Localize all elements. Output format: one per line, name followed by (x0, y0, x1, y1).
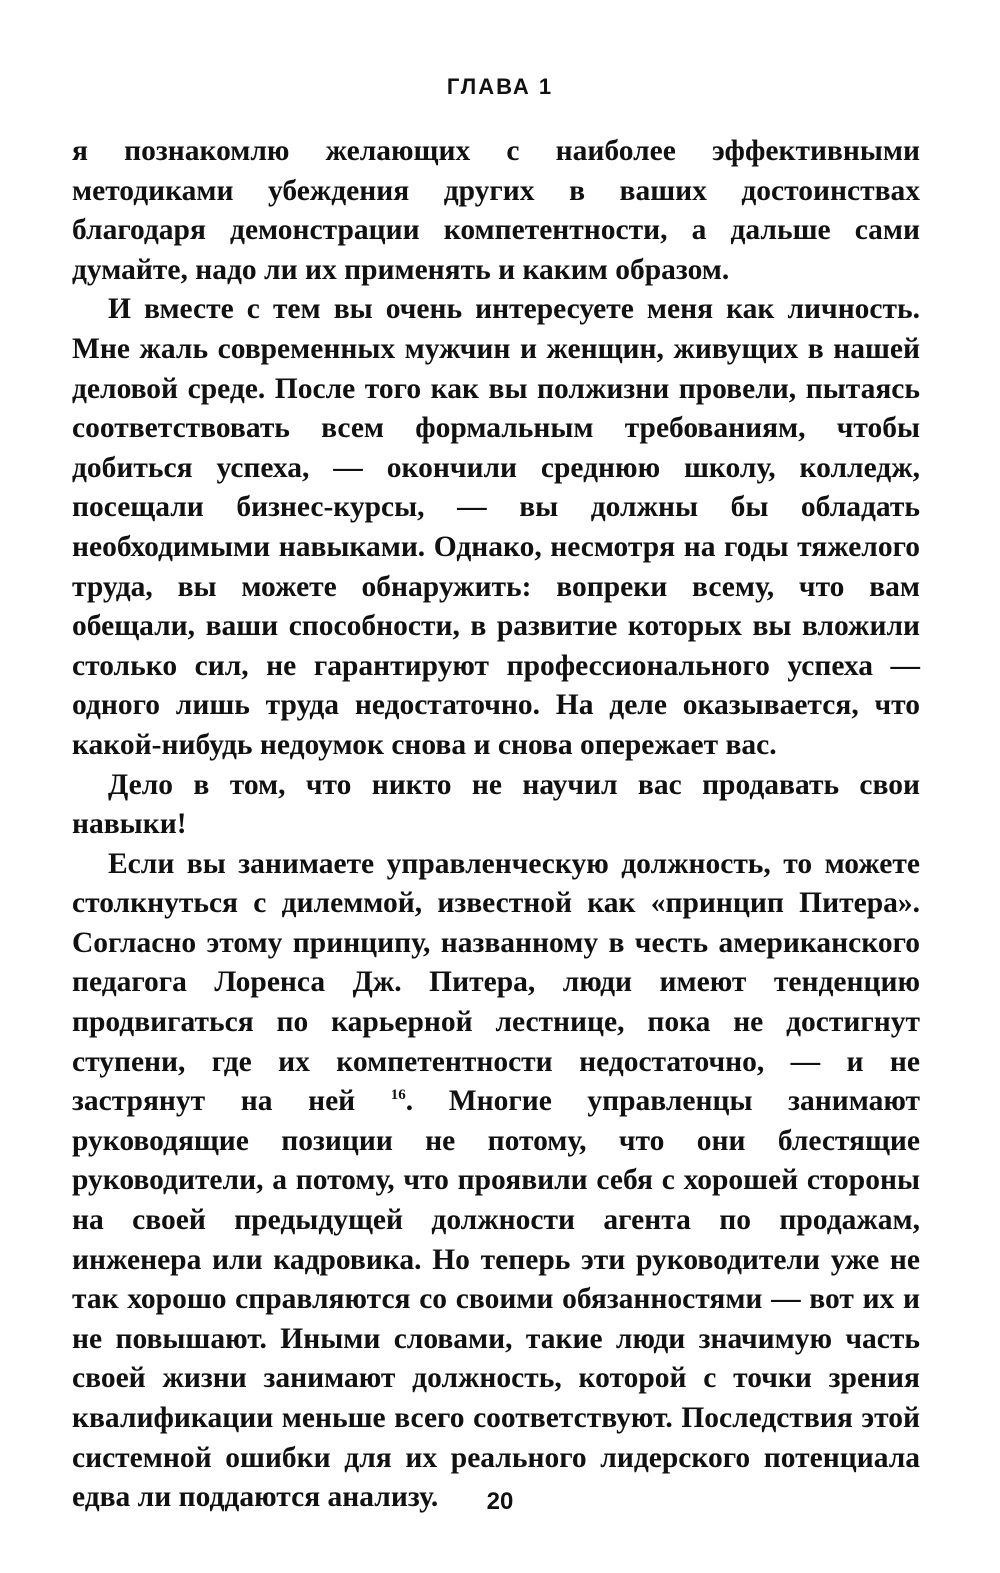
paragraph-with-footnote (72, 845, 920, 1518)
body-text (72, 132, 920, 1518)
running-head: ГЛАВА 1 (446, 74, 554, 99)
paragraph-text-before-note: Если вы занимаете управленческую должность, то можете столкнуться с дилеммой, известной как «принцип Питера». Согласно этому принципу, названному в честь американского педагога Лоренса Дж. Питера, люди имеют тенденцию продвигаться по карьерной лестнице, пока не достигнут ступени, где их компетентности недостаточно, — и не застрянут на ней (72, 847, 920, 1118)
paragraph-text-after-note: . Многие управленцы занимают руководящие позиции не потому, что они блестящие руководители, а потому, что проявили себя с хорошей стороны на своей предыдущей должности агента по продажам, инженера или кадровика. Но теперь эти руководители уже не так хорошо справляются со своими обязанностями — вот их и не повышают. Иными словами, такие люди значимую часть своей жизни занимают должность, которой с точки зрения квалификации меньше всего соответствуют. Последствия этой системной ошибки для их реального лидерского потенциала едва ли поддаются анализу. (72, 1085, 920, 1514)
paragraph: Дело в том, что никто не научил вас продавать свои навыки! (72, 768, 920, 841)
footnote-reference[interactable]: 16 (390, 1087, 406, 1104)
paragraph-continuation: я познакомлю желающих с наиболее эффективными методиками убеждения других в ваших достоинствах благодаря демонстрации компетентности, а дальше сами думайте, надо ли их применять и каким образом. (72, 135, 920, 286)
paragraph: И вместе с тем вы очень интересуете меня как личность. Мне жаль современных мужчин и женщин, живущих в нашей деловой среде. После того как вы полжизни провели, пытаясь соответствовать всем формальным требованиям, чтобы добиться успеха, — окончили среднюю школу, колледж, посещали бизнес-курсы, — вы должны бы обладать необходимыми навыками. Однако, несмотря на годы тяжелого труда, вы можете обнаружить: вопреки всему, что вам обещали, ваши способности, в развитие которых вы вложили столько сил, не гарантируют профессионального успеха — одного лишь труда недостаточно. На деле оказывается, что какой-нибудь недоумок снова и снова опережает вас. (72, 293, 920, 761)
page-number: 20 (486, 1488, 514, 1515)
